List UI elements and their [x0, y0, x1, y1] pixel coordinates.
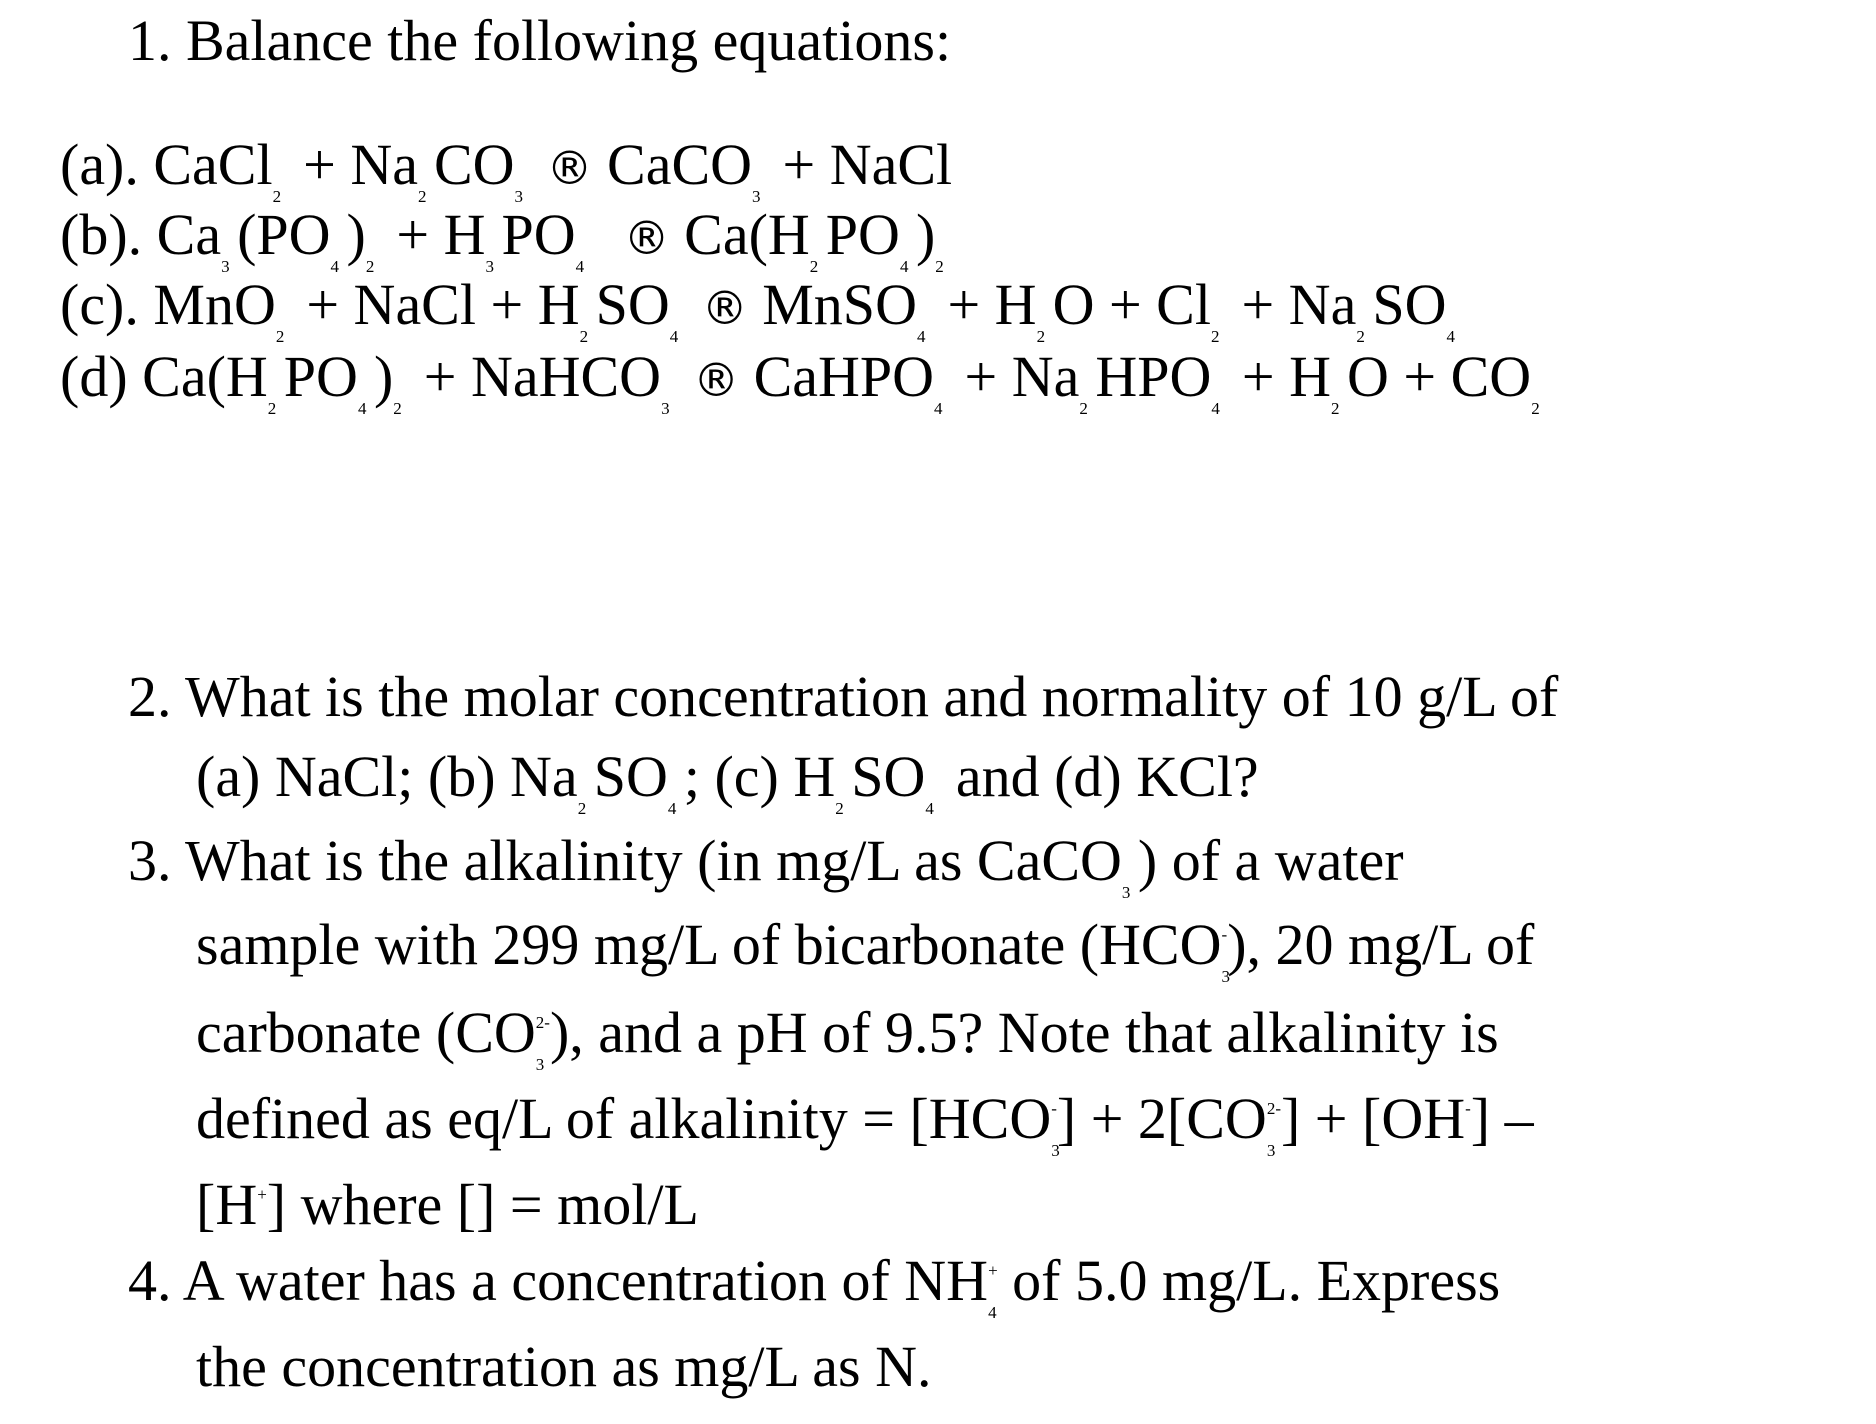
- formula-text: + H: [932, 272, 1037, 337]
- formula-text: ): [915, 202, 936, 267]
- question-4-line-1: 4. A water has a concentration of NH4+ of 5.0 mg/L. Express: [128, 1248, 1501, 1322]
- question-text: 3. What is the alkalinity (in mg/L as CaCO: [128, 828, 1122, 893]
- reaction-arrow-glyph: ®: [693, 353, 740, 407]
- superscript: 2-: [1266, 1099, 1281, 1118]
- superscript: -: [1465, 1099, 1471, 1118]
- question-3-line-2: sample with 299 mg/L of bicarbonate (HCO3-), 20 mg/L of: [196, 912, 1535, 986]
- question-text: SO: [851, 744, 926, 809]
- question-text: ] where [] = mol/L: [266, 1172, 699, 1237]
- question-text: SO: [593, 744, 668, 809]
- formula-text: + Na: [1226, 272, 1357, 337]
- formula-text: (PO: [237, 202, 331, 267]
- equation-label: (c).: [60, 272, 154, 337]
- question-text: ) of a water: [1137, 828, 1404, 893]
- superscript: +: [257, 1185, 267, 1204]
- formula-text: Ca: [156, 202, 222, 267]
- formula-text: + NaCl: [768, 132, 953, 197]
- formula-text: MnSO: [747, 272, 917, 337]
- question-text: sample with 299 mg/L of bicarbonate (HCO: [196, 912, 1222, 977]
- formula-text: + NaHCO: [409, 344, 662, 409]
- question-2-line-1: 2. What is the molar concentration and normality of 10 g/L of: [128, 664, 1559, 729]
- question-text: 4. A water has a concentration of NH: [128, 1248, 989, 1313]
- formula-text: PO: [501, 202, 576, 267]
- reaction-arrow-glyph: ®: [701, 281, 748, 335]
- question-4-line-2: the concentration as mg/L as N.: [196, 1334, 932, 1399]
- formula-text: ): [373, 344, 394, 409]
- formula-text: Ca(H: [142, 344, 268, 409]
- equation-c: (c). MnO2 + NaCl + H2 SO4® MnSO4 + H2 O + Cl2 + Na2 SO4: [60, 272, 1455, 346]
- question-text: ] –: [1470, 1086, 1534, 1151]
- question-3-line-5: [196, 1172, 699, 1237]
- formula-text: + H: [1227, 344, 1332, 409]
- superscript: -: [1221, 925, 1228, 944]
- question-text: and (d) KCl?: [941, 744, 1259, 809]
- formula-text: + Na: [288, 132, 418, 197]
- question-text: ; (c) H: [683, 744, 836, 809]
- formula-text: ): [346, 202, 366, 267]
- formula-text: O + Cl: [1052, 272, 1211, 337]
- question-text: carbonate (CO: [196, 1000, 536, 1065]
- question-text: defined as eq/L of alkalinity = [HCO: [196, 1086, 1052, 1151]
- formula-text: PO: [283, 344, 358, 409]
- equation-d: (d) Ca(H2 PO4 )2 + NaHCO3® CaHPO4 + Na2 HPO4 + H2 O + CO2: [60, 344, 1540, 418]
- equation-label: (d): [60, 344, 143, 409]
- formula-text: CaCl: [153, 132, 273, 197]
- formula-text: MnO: [153, 272, 276, 337]
- question-2-line-2: (a) NaCl; (b) Na2 SO4 ; (c) H2 SO4 and (d) KCl?: [196, 744, 1259, 818]
- formula-text: CaHPO: [739, 344, 935, 409]
- formula-text: SO: [595, 272, 670, 337]
- reaction-arrow-glyph: ®: [623, 211, 670, 265]
- question-1-heading: 1. Balance the following equations:: [128, 8, 952, 73]
- question-text: ), 20 mg/L of: [1227, 912, 1535, 977]
- equation-a: (a). CaCl2 + Na2 CO3® CaCO3 + NaCl: [60, 132, 953, 206]
- superscript: 2-: [535, 1013, 550, 1032]
- formula-text: CO: [433, 132, 515, 197]
- formula-text: HPO: [1095, 344, 1212, 409]
- formula-text: CaCO: [592, 132, 753, 197]
- question-3-line-4: defined as eq/L of alkalinity = [HCO3-] + 2[CO32-] + [OH-] –: [196, 1086, 1534, 1160]
- equation-label: (b).: [60, 202, 157, 267]
- question-text: ), and a pH of 9.5? Note that alkalinity is: [549, 1000, 1499, 1065]
- superscript: -: [1051, 1099, 1057, 1118]
- equation-label: (a).: [60, 132, 154, 197]
- formula-text: SO: [1372, 272, 1447, 337]
- equation-b: (b). Ca3 (PO4 )2 + H3 PO4® Ca(H2 PO4 )2: [60, 202, 944, 276]
- question-3-line-1: 3. What is the alkalinity (in mg/L as CaCO3 ) of a water: [128, 828, 1404, 902]
- question-text: of 5.0 mg/L. Express: [997, 1248, 1501, 1313]
- question-3-line-3: carbonate (CO32-), and a pH of 9.5? Note that alkalinity is: [196, 1000, 1499, 1074]
- formula-text: + Na: [950, 344, 1080, 409]
- formula-text: Ca(H: [669, 202, 810, 267]
- question-text: [H: [196, 1172, 258, 1237]
- question-text: ] + 2[CO: [1056, 1086, 1267, 1151]
- formula-text: + NaCl + H: [291, 272, 580, 337]
- question-text: ] + [OH: [1280, 1086, 1466, 1151]
- formula-text: PO: [825, 202, 900, 267]
- formula-text: O + CO: [1347, 344, 1532, 409]
- reaction-arrow-glyph: ®: [546, 141, 593, 195]
- formula-text: + H: [381, 202, 486, 267]
- superscript: +: [988, 1261, 998, 1280]
- question-text: (a) NaCl; (b) Na: [196, 744, 578, 809]
